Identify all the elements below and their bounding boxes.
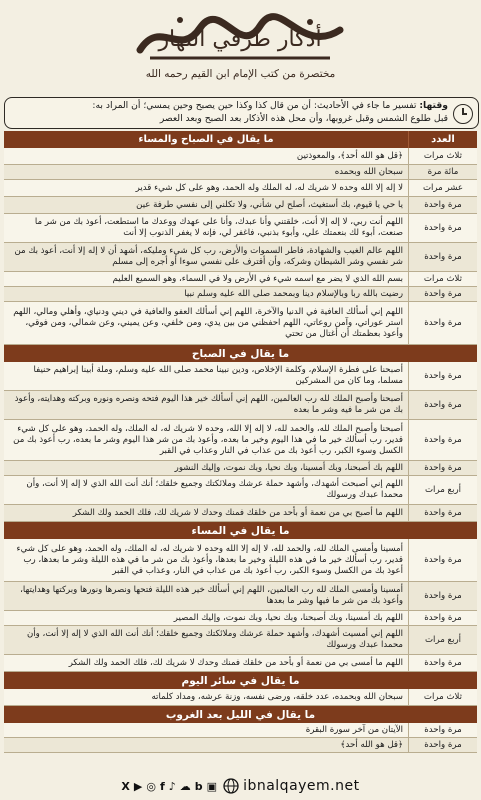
table-row: [4, 476, 477, 505]
dhikr-text: اللهم عالم الغيب والشهادة، فاطر السموات والأرض، رب كل شيء ومليكه، أشهد أن لا إله إلا أنت، أعوذ بك من شر نفسي وشر الشيطان وشركه، وأن أقترف على نفسي سوءا أو أجره إلى مسلم: [14, 246, 403, 267]
section-title: ما يقال في سائر اليوم: [4, 672, 477, 689]
table-row: [4, 505, 477, 522]
dhikr-count: مرة واحدة: [408, 738, 477, 752]
section-title: ما يقال في الليل بعد الغروب: [4, 706, 477, 723]
dhikr-text: اللهم بك أصبحنا، وبك أمسينا، وبك نحيا، وبك نموت، وإليك النشور: [174, 462, 403, 473]
dhikr-text: اللهم أنت ربي، لا إله إلا أنت، خلقتني وأنا عبدك، وأنا على عهدك ووعدك ما استطعت، أعوذ بك من شر ما صنعت، أبوء لك بنعمتك علي، وأبوء بذنبي، فاغفر لي، فإنه لا يغفر الذنوب إلا أنت: [34, 217, 403, 238]
social-icon[interactable]: ♪: [168, 779, 176, 793]
dhikr-text: أمسينا وأمسى الملك لله، والحمد لله، لا إله إلا الله وحده لا شريك له، له الملك، وله الحمد، وهو على كل شيء قدير، رب أسألك خير ما في هذه الليلة وخير ما بعدها، وأعوذ بك من شر ما في هذه الليلة وشر ما بعدها، رب أعوذ بك من الكسل وسوء الكبر، رب أعوذ بك من عذاب في النار، وعذاب في القبر: [16, 543, 403, 576]
dhikr-text: اللهم إني أصبحت أشهدك، وأشهد حملة عرشك وملائكتك وجميع خلقك؛ أنك أنت الله الذي لا إله إلا أنت، وأن محمدا عبدك ورسولك: [26, 479, 403, 500]
table-row: [4, 655, 477, 672]
dhikr-text: اللهم ما أصبح بي من نعمة أو بأحد من خلقك فمنك وحدك لا شريك لك، فلك الحمد ولك الشكر: [72, 507, 403, 518]
time-note-box: [4, 97, 479, 129]
footer: [0, 772, 481, 800]
table-row: [4, 626, 477, 655]
globe-icon: [223, 778, 239, 794]
dhikr-text: أصبحنا على فطرة الإسلام، وكلمة الإخلاص، ودين نبينا محمد صلى الله عليه وسلم، وملة أبينا إبراهيم حنيفا مسلما، وما كان من المشركين: [33, 365, 403, 386]
dhikr-count: ثلاث مرات: [408, 689, 477, 705]
table-row: [4, 420, 477, 461]
table-row: [4, 272, 477, 287]
social-icon[interactable]: ▣: [206, 779, 218, 793]
header-subtitle: مختصرة من كتب الإمام ابن القيم رحمه الله: [145, 68, 336, 80]
table-row: [4, 214, 477, 243]
table-row: [4, 539, 477, 582]
dhikr-count: أربع مرات: [408, 476, 477, 504]
dhikr-count: مرة واحدة: [408, 611, 477, 625]
social-icon[interactable]: X: [121, 779, 130, 793]
dhikr-count: ثلاث مرات: [408, 272, 477, 286]
table-row: [4, 723, 477, 738]
table-row: [4, 461, 477, 476]
social-icon[interactable]: ◎: [146, 779, 156, 793]
table-row: [4, 287, 477, 302]
dhikr-count: مرة واحدة: [408, 539, 477, 581]
table-row: [4, 738, 477, 753]
dhikr-text: يا حي يا قيوم، بك أستغيث، أصلح لي شأني، ولا تكلني إلى نفسي طرفة عين: [136, 199, 403, 210]
dhikr-text: رضيت بالله ربا وبالإسلام دينا وبمحمد صلى الله عليه وسلم نبيا: [184, 288, 403, 299]
dhikr-count: ثلاث مرات: [408, 148, 477, 164]
dhikr-count: مرة واحدة: [408, 391, 477, 419]
table-row: [4, 362, 477, 391]
dhikr-text: أمسينا وأمسى الملك لله رب العالمين، اللهم إني أسألك خير هذه الليلة فتحها ونصرها ونورها وبركتها وهدايتها، وأعوذ بك من شر ما فيها وشر ما بعدها: [20, 585, 403, 606]
section-title: ما يقال في الصباح والمساء: [138, 134, 274, 145]
section-title: ما يقال في الصباح: [4, 345, 477, 362]
website-link[interactable]: ibnalqayem.net: [243, 778, 360, 794]
dhikr-text: لا إله إلا الله وحده لا شريك له، له الملك وله الحمد، وهو على كل شيء قدير: [135, 182, 403, 193]
dhikr-count: مرة واحدة: [408, 723, 477, 737]
section-title: ما يقال في المساء: [4, 522, 477, 539]
section-header: [4, 131, 477, 148]
clock-icon: [453, 104, 473, 124]
dhikr-count: مرة واحدة: [408, 287, 477, 301]
social-icons: [121, 780, 217, 793]
table-row: [4, 611, 477, 626]
title-calligraphy-logo: [120, 8, 360, 66]
dhikr-text: سبحان الله وبحمده، عدد خلقه، ورضى نفسه، وزنة عرشه، ومداد كلماته: [151, 691, 403, 702]
table-row: [4, 148, 477, 165]
dhikr-text: ﴿قل هو الله أحد﴾، والمعوذتين: [296, 150, 403, 161]
dhikr-count: مرة واحدة: [408, 505, 477, 521]
dhikr-text: بسم الله الذي لا يضر مع اسمه شيء في الأرض ولا في السماء، وهو السميع العليم: [112, 273, 403, 284]
dhikr-text: اللهم بك أمسينا، وبك أصبحنا، وبك نحيا، وبك نموت، وإليك المصير: [173, 612, 403, 623]
table-row: [4, 302, 477, 345]
dhikr-text: ﴿قل هو الله أحد﴾: [340, 739, 403, 750]
dhikr-count: مرة واحدة: [408, 197, 477, 213]
table-row: [4, 180, 477, 197]
dhikr-text: سبحان الله وبحمده: [334, 166, 403, 177]
count-column-header: العدد: [408, 131, 477, 148]
header-title: أذكار طرفي النهار: [158, 27, 322, 52]
table-row: [4, 689, 477, 706]
dhikr-text: اللهم إني أسألك العافية في الدنيا والآخرة، اللهم إني أسألك العفو والعافية في ديني ودنياي، وأهلي ومالي، اللهم استر عوراتي، وآمن روعاتي، اللهم احفظني من بين يدي، ومن خلفي، وعن يميني، وعن شمالي، ومن فوقي، وأعوذ بعظمتك أن أغتال من تحتي: [13, 306, 403, 339]
dhikr-count: مرة واحدة: [408, 214, 477, 242]
dhikr-text: اللهم إني أمسيت أشهدك، وأشهد حملة عرشك وملائكتك وجميع خلقك؛ أنك أنت الله الذي لا إله إلا أنت، وأن محمدا عبدك ورسولك: [26, 629, 403, 650]
social-icon[interactable]: ▶: [133, 779, 143, 793]
dhikr-text: أصبحنا وأصبح الملك لله، والحمد لله، لا إله إلا الله، وحده لا شريك له، له الملك، وله الحمد، وهو على كل شيء قدير، رب أسألك خير ما في هذا اليوم وخير ما بعده، وأعوذ بك من شر هذا اليوم وشر ما بعده، رب أعوذ بك من الكسل وسوء الكبر، رب أعوذ بك من عذاب في النار وعذاب في القبر: [13, 423, 403, 456]
time-note-line2: قبل طلوع الشمس وقبل غروبها، وأن محل هذه الأذكار بعد الصبح وبعد العصر: [159, 113, 448, 124]
table-row: [4, 582, 477, 611]
time-note-label: وقتها:: [419, 100, 448, 111]
dhikr-text: أصبحنا وأصبح الملك لله رب العالمين، اللهم إني أسألك خير هذا اليوم فتحه ونصره ونوره وبركته وهدايته، وأعوذ بك من شر ما فيه وشر ما بعده: [14, 394, 403, 415]
dhikr-text: الآيتان من آخر سورة البقرة: [305, 724, 403, 735]
dhikr-count: مائة مرة: [408, 165, 477, 179]
dhikr-count: مرة واحدة: [408, 243, 477, 271]
social-icon[interactable]: b: [194, 779, 203, 793]
dhikr-count: مرة واحدة: [408, 461, 477, 475]
table-row: [4, 197, 477, 214]
adhkar-table: [4, 131, 477, 753]
dhikr-text: اللهم ما أمسى بي من نعمة أو بأحد من خلقك فمنك وحدك لا شريك لك، فلك الحمد ولك الشكر: [68, 657, 403, 668]
dhikr-count: مرة واحدة: [408, 362, 477, 390]
table-row: [4, 243, 477, 272]
dhikr-count: أربع مرات: [408, 626, 477, 654]
dhikr-count: عشر مرات: [408, 180, 477, 196]
social-icon[interactable]: ☁: [179, 779, 191, 793]
dhikr-count: مرة واحدة: [408, 655, 477, 671]
dhikr-count: مرة واحدة: [408, 302, 477, 344]
header: [0, 0, 481, 95]
dhikr-count: مرة واحدة: [408, 420, 477, 460]
social-icon[interactable]: f: [159, 779, 165, 793]
table-row: [4, 391, 477, 420]
dhikr-count: مرة واحدة: [408, 582, 477, 610]
time-note-text1: تفسير ما جاء في الأحاديث: أن من قال كذا وكذا حين يصبح وحين يمسي؛ أن المراد به:: [92, 100, 417, 111]
table-row: [4, 165, 477, 180]
time-note-line1: [8, 100, 448, 111]
